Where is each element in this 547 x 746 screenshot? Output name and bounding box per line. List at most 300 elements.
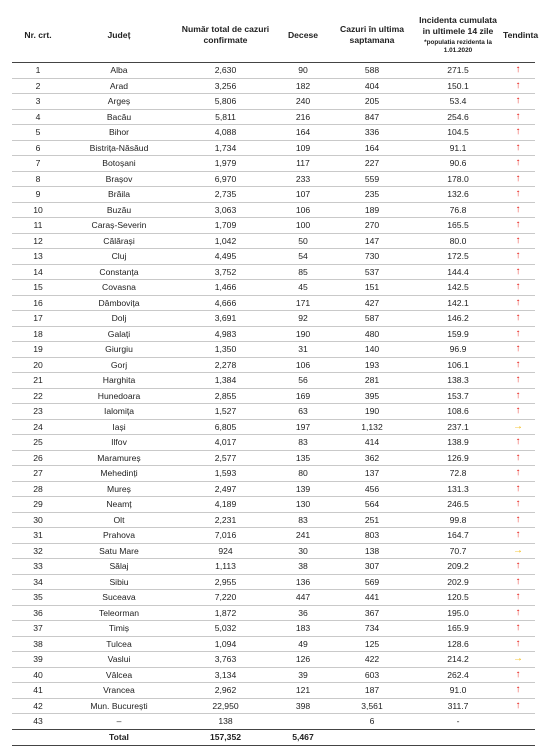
cell-judet: Neamț — [106, 499, 132, 509]
cell-incidence: 246.5 — [447, 499, 469, 509]
cell-last-week: 138 — [364, 545, 380, 556]
cell-confirmed: 6,805 — [214, 421, 237, 432]
cell-last-week: 187 — [364, 685, 380, 695]
cell-nr: 34 — [33, 576, 43, 587]
trend-right-arrow-icon: → — [513, 653, 523, 664]
trend-up-arrow-icon: ↑ — [515, 436, 521, 447]
cell-last-week: 404 — [364, 80, 380, 91]
cell-confirmed: 1,466 — [214, 282, 237, 292]
cell-deaths: 136 — [295, 576, 311, 587]
cell-confirmed: 1,734 — [214, 142, 237, 153]
cell-incidence: 53.4 — [449, 96, 467, 106]
cell-deaths: 54 — [298, 251, 308, 261]
cell-nr: 26 — [33, 452, 43, 463]
cell-judet: Olt — [113, 514, 125, 525]
cell-judet: Brașov — [105, 173, 133, 184]
trend-up-arrow-icon: ↑ — [515, 343, 521, 354]
cell-judet: Botoșani — [102, 158, 136, 168]
cell-judet: Tulcea — [106, 638, 132, 649]
cell-confirmed: 2,497 — [214, 483, 237, 494]
cell-judet: Vaslui — [107, 654, 131, 664]
table-row — [12, 218, 535, 234]
table-row — [12, 574, 535, 590]
table-row — [12, 295, 535, 311]
table-row — [12, 605, 535, 621]
cell-incidence: 120.5 — [447, 592, 469, 602]
cell-deaths: 80 — [298, 468, 308, 478]
cell-deaths: 183 — [295, 623, 311, 633]
table-row — [12, 94, 535, 110]
cell-incidence: 142.5 — [447, 282, 469, 292]
cell-confirmed: 3,763 — [214, 654, 237, 664]
cell-deaths: 49 — [298, 638, 308, 649]
cell-last-week: 6 — [369, 716, 375, 726]
trend-up-arrow-icon: ↑ — [515, 374, 521, 385]
trend-up-arrow-icon: ↑ — [515, 296, 521, 308]
trend-up-arrow-icon: ↑ — [515, 172, 521, 184]
cell-nr: 8 — [35, 173, 41, 184]
cell-incidence: 159.9 — [447, 328, 469, 339]
table-row — [12, 435, 535, 451]
table-row — [12, 342, 535, 358]
table-row — [12, 667, 535, 683]
cell-confirmed: 3,256 — [214, 80, 237, 91]
cell-nr: 30 — [33, 514, 43, 525]
cell-nr: 43 — [33, 716, 43, 726]
cell-confirmed: 22,950 — [212, 700, 239, 711]
table-row — [12, 714, 535, 730]
cell-deaths: 126 — [295, 654, 311, 664]
cell-nr: 17 — [33, 313, 43, 323]
cell-deaths: 121 — [295, 685, 311, 695]
total-confirmed: 157,352 — [209, 731, 242, 742]
cell-deaths: 164 — [295, 127, 311, 137]
cell-nr: 7 — [35, 158, 41, 168]
cell-deaths: 233 — [295, 173, 311, 184]
cell-last-week: 189 — [364, 204, 380, 215]
header-incidence-label: Incidenta cumulata in ultimele 14 zile — [419, 15, 497, 36]
cell-judet: Ilfov — [111, 437, 127, 447]
cell-nr: 35 — [33, 592, 43, 602]
cell-last-week: 147 — [364, 235, 380, 246]
cell-nr: 39 — [33, 654, 43, 664]
cell-deaths: 31 — [298, 344, 308, 354]
cell-deaths: 171 — [295, 297, 311, 308]
cell-nr: 11 — [33, 220, 43, 230]
trend-up-arrow-icon: ↑ — [515, 64, 521, 75]
trend-up-arrow-icon: ↑ — [515, 203, 521, 215]
cell-nr: 23 — [33, 406, 43, 416]
cell-deaths: 182 — [295, 80, 311, 91]
cell-last-week: 367 — [364, 607, 380, 618]
cell-nr: 14 — [33, 266, 43, 277]
cell-confirmed: 5,032 — [214, 623, 237, 633]
cell-confirmed: 4,088 — [214, 127, 237, 137]
table-row — [12, 249, 535, 265]
table-row — [12, 109, 535, 125]
cell-last-week: 456 — [364, 483, 380, 494]
cell-last-week: 164 — [364, 142, 380, 153]
cell-judet: Suceava — [102, 592, 136, 602]
cell-judet: Bacău — [106, 111, 132, 122]
cell-confirmed: 1,094 — [214, 638, 237, 649]
trend-up-arrow-icon: ↑ — [515, 281, 521, 292]
cell-incidence: 90.6 — [449, 158, 467, 168]
cell-confirmed: 2,955 — [214, 576, 237, 587]
cell-confirmed: 1,593 — [214, 468, 237, 478]
cell-incidence: 178.0 — [447, 173, 469, 184]
trend-up-arrow-icon: ↑ — [515, 157, 521, 168]
table-row — [12, 311, 535, 327]
trend-up-arrow-icon: ↑ — [515, 482, 521, 494]
cell-last-week: 422 — [364, 654, 380, 664]
cell-confirmed: 4,666 — [214, 297, 237, 308]
cell-incidence: 106.1 — [447, 359, 469, 370]
table-row — [12, 264, 535, 280]
trend-up-arrow-icon: ↑ — [515, 95, 521, 106]
cell-confirmed: 2,630 — [214, 65, 237, 75]
cell-judet: Brăila — [108, 189, 130, 199]
table-row — [12, 233, 535, 249]
cell-confirmed: 1,527 — [214, 406, 237, 416]
cell-incidence: 209.2 — [447, 561, 469, 571]
cell-incidence: 254.6 — [447, 111, 469, 122]
cell-incidence: 142.1 — [447, 297, 469, 308]
total-deaths: 5,467 — [292, 731, 314, 742]
cell-last-week: 564 — [364, 499, 380, 509]
cell-judet: Giurgiu — [105, 344, 133, 354]
cell-last-week: 803 — [364, 530, 380, 540]
cell-judet: Călărași — [103, 235, 135, 246]
cell-incidence: 172.5 — [447, 251, 469, 261]
cell-last-week: 569 — [364, 576, 380, 587]
cell-confirmed: 1,350 — [214, 344, 237, 354]
cell-deaths: 398 — [295, 700, 311, 711]
cell-incidence: 164.7 — [447, 530, 469, 540]
table-row — [12, 63, 535, 79]
cell-nr: 42 — [33, 700, 43, 711]
trend-up-arrow-icon: ↑ — [515, 188, 521, 199]
cell-confirmed: 3,063 — [214, 204, 237, 215]
cell-last-week: 734 — [364, 623, 380, 633]
header-trend: Tendinta — [503, 29, 539, 40]
table-row — [12, 202, 535, 218]
header-incidence-note: *populatia rezidenta la 1.01.2020 — [424, 39, 492, 54]
cell-last-week: 588 — [364, 65, 380, 75]
cell-judet: Timiș — [108, 623, 130, 633]
cell-judet: Dâmbovița — [98, 297, 140, 308]
cell-deaths: 50 — [298, 235, 308, 246]
cell-last-week: 235 — [364, 189, 380, 199]
cell-nr: 2 — [35, 80, 41, 91]
trend-up-arrow-icon: ↑ — [515, 126, 521, 137]
cell-deaths: 92 — [298, 313, 308, 323]
cell-incidence: 91.0 — [449, 685, 467, 695]
cell-confirmed: 2,577 — [214, 452, 237, 463]
cell-judet: Sibiu — [109, 576, 129, 587]
cell-deaths: 241 — [295, 530, 311, 540]
cell-deaths: 90 — [298, 65, 308, 75]
cell-confirmed: 1,042 — [214, 235, 237, 246]
cell-deaths: 56 — [298, 375, 308, 385]
trend-right-arrow-icon: → — [513, 544, 523, 556]
cell-judet: Maramureș — [97, 452, 141, 463]
cell-judet: Teleorman — [98, 607, 140, 618]
cell-last-week: 3,561 — [361, 700, 383, 711]
cell-deaths — [277, 714, 329, 730]
cell-incidence: 96.9 — [449, 344, 467, 354]
trend-up-arrow-icon: ↑ — [515, 575, 521, 587]
trend-up-arrow-icon: ↑ — [515, 606, 521, 618]
cell-judet: Vrancea — [103, 685, 135, 695]
table-row — [12, 140, 535, 156]
cell-nr: 41 — [33, 685, 43, 695]
cell-judet: Argeș — [107, 96, 131, 106]
cell-confirmed: 2,962 — [214, 685, 237, 695]
cell-nr: 27 — [33, 468, 43, 478]
total-spacer — [329, 729, 415, 745]
table-row — [12, 497, 535, 513]
cell-last-week: 537 — [364, 266, 380, 277]
cell-judet: Alba — [110, 65, 128, 75]
cell-nr: 32 — [33, 545, 43, 556]
cell-last-week: 190 — [364, 406, 380, 416]
cell-deaths: 36 — [298, 607, 308, 618]
cell-last-week: 307 — [364, 561, 380, 571]
cell-nr: 38 — [33, 638, 43, 649]
table-row — [12, 357, 535, 373]
cell-incidence: 126.9 — [447, 452, 469, 463]
cell-incidence: 144.4 — [447, 266, 469, 277]
table-row — [12, 512, 535, 528]
cell-nr: 1 — [35, 65, 41, 75]
cell-judet: Mehedinți — [100, 468, 138, 478]
trend-up-arrow-icon: ↑ — [515, 250, 521, 261]
cell-last-week: 205 — [364, 96, 380, 106]
cell-deaths: 39 — [298, 669, 308, 680]
cell-last-week: 559 — [364, 173, 380, 184]
trend-up-arrow-icon: ↑ — [515, 467, 521, 478]
cell-nr: 12 — [33, 235, 43, 246]
cell-judet: Caraș-Severin — [91, 220, 147, 230]
trend-up-arrow-icon: ↑ — [515, 389, 521, 401]
cell-deaths: 63 — [298, 406, 308, 416]
cell-judet: Mureș — [107, 483, 131, 494]
cell-judet: Vâlcea — [105, 669, 133, 680]
cell-judet: Harghita — [102, 375, 136, 385]
cell-confirmed: 4,189 — [214, 499, 237, 509]
cell-incidence: 311.7 — [447, 700, 469, 711]
trend-up-arrow-icon: ↑ — [515, 560, 521, 571]
cell-last-week: 140 — [364, 344, 380, 354]
cell-confirmed: 5,806 — [214, 96, 237, 106]
cell-last-week: 730 — [364, 251, 380, 261]
cell-nr: 3 — [35, 96, 41, 106]
cell-last-week: 336 — [364, 127, 380, 137]
cell-deaths: 83 — [298, 437, 308, 447]
cell-nr: 40 — [33, 669, 43, 680]
trend-up-arrow-icon: ↑ — [515, 684, 521, 695]
cell-confirmed: 2,735 — [214, 189, 237, 199]
cell-last-week: 427 — [364, 297, 380, 308]
cell-judet: Sălaj — [109, 561, 129, 571]
cell-nr: 25 — [33, 437, 43, 447]
trend-up-arrow-icon: ↑ — [515, 405, 521, 416]
cell-incidence: 153.7 — [447, 390, 469, 401]
cell-last-week: 151 — [364, 282, 380, 292]
cell-incidence: 165.5 — [447, 220, 469, 230]
cell-confirmed: 3,752 — [214, 266, 237, 277]
cell-last-week: 362 — [364, 452, 380, 463]
cell-nr: 20 — [33, 359, 43, 370]
cell-incidence: 132.6 — [447, 189, 469, 199]
cell-confirmed: 1,872 — [214, 607, 237, 618]
cell-last-week: 480 — [364, 328, 380, 339]
trend-up-arrow-icon: ↑ — [515, 358, 521, 370]
cell-judet: Prahova — [102, 530, 135, 540]
cell-nr: 22 — [33, 390, 43, 401]
cell-nr: 13 — [33, 251, 43, 261]
cell-judet: Bihor — [108, 127, 130, 137]
cell-confirmed: 138 — [218, 716, 233, 726]
cell-incidence: 195.0 — [447, 607, 469, 618]
header-last-week: Cazuri în ultima saptamana — [340, 24, 404, 45]
table-row — [12, 450, 535, 466]
cell-deaths: 38 — [298, 561, 308, 571]
header-nr: Nr. crt. — [24, 29, 52, 40]
cell-incidence: 80.0 — [449, 235, 467, 246]
trend-up-arrow-icon: ↑ — [515, 79, 521, 91]
cell-confirmed: 3,691 — [214, 313, 237, 323]
cell-nr: 6 — [35, 142, 41, 153]
cell-nr: 37 — [33, 623, 43, 633]
cell-nr: 28 — [33, 483, 43, 494]
trend-up-arrow-icon: ↑ — [515, 529, 521, 540]
cell-incidence: 150.1 — [447, 80, 469, 91]
cell-confirmed: 5,811 — [215, 111, 236, 122]
cell-nr: 36 — [33, 607, 43, 618]
trend-right-arrow-icon: → — [513, 420, 523, 432]
cell-judet: Mun. București — [90, 700, 148, 711]
header-judet: Județ — [107, 29, 131, 40]
cell-nr: 16 — [33, 297, 43, 308]
trend-up-arrow-icon: ↑ — [515, 513, 521, 525]
cell-deaths: 169 — [295, 390, 311, 401]
cell-nr: 15 — [33, 282, 43, 292]
table-row — [12, 559, 535, 575]
cell-judet: Constanța — [99, 266, 139, 277]
cell-last-week: 603 — [364, 669, 380, 680]
cell-deaths: 190 — [295, 328, 311, 339]
cell-judet: Buzău — [106, 204, 132, 215]
cell-deaths: 83 — [298, 514, 308, 525]
table-row — [12, 326, 535, 342]
cell-incidence: 91.1 — [449, 142, 467, 153]
cell-incidence: 262.4 — [447, 669, 469, 680]
cell-last-week: 137 — [364, 468, 380, 478]
total-spacer — [501, 729, 535, 745]
trend-up-arrow-icon: ↑ — [515, 219, 521, 230]
cell-incidence: 165.9 — [447, 623, 469, 633]
cell-last-week: 227 — [364, 158, 380, 168]
table-row — [12, 156, 535, 172]
total-spacer — [12, 729, 64, 745]
table-row — [12, 419, 535, 435]
cell-confirmed: 1,979 — [214, 158, 237, 168]
cell-deaths: 139 — [295, 483, 311, 494]
table-row — [12, 481, 535, 497]
header-incidence — [415, 8, 501, 63]
cell-nr: 33 — [33, 561, 43, 571]
cell-incidence: 271.5 — [447, 65, 469, 75]
total-row — [12, 729, 535, 745]
cell-last-week: 270 — [364, 220, 380, 230]
table-row — [12, 78, 535, 94]
cell-judet: Ialomița — [103, 406, 135, 416]
cell-judet: Iași — [112, 421, 126, 432]
trend-up-arrow-icon: ↑ — [515, 451, 521, 463]
cell-deaths: 130 — [295, 499, 311, 509]
table-row — [12, 388, 535, 404]
table-row — [12, 171, 535, 187]
cell-incidence: 214.2 — [447, 654, 469, 664]
cell-deaths: 135 — [295, 452, 311, 463]
cell-last-week: 414 — [364, 437, 380, 447]
cell-nr: 5 — [35, 127, 41, 137]
cell-confirmed: 3,134 — [214, 669, 237, 680]
cell-nr: 4 — [35, 111, 41, 122]
cell-nr: 19 — [33, 344, 43, 354]
trend-up-arrow-icon: ↑ — [515, 265, 521, 277]
cell-incidence: 202.9 — [447, 576, 469, 587]
cell-last-week: 395 — [364, 390, 380, 401]
table-row — [12, 683, 535, 699]
cell-confirmed: 2,855 — [214, 390, 237, 401]
cell-incidence: 138.9 — [447, 437, 469, 447]
cell-confirmed: 4,495 — [214, 251, 237, 261]
cell-nr: 21 — [33, 375, 43, 385]
cell-last-week: 125 — [364, 638, 380, 649]
total-spacer — [415, 729, 501, 745]
table-row — [12, 621, 535, 637]
cell-judet: – — [116, 716, 122, 726]
cell-judet: Arad — [109, 80, 129, 91]
trend-up-arrow-icon: ↑ — [515, 622, 521, 633]
table-row — [12, 652, 535, 668]
table-body — [12, 63, 535, 746]
trend-up-arrow-icon: ↑ — [515, 234, 521, 246]
cell-nr: 31 — [33, 530, 43, 540]
table-row — [12, 590, 535, 606]
cell-confirmed: 2,231 — [214, 514, 237, 525]
cell-incidence: - — [456, 716, 460, 726]
header-deaths: Decese — [287, 29, 319, 40]
cell-deaths: 106 — [295, 204, 311, 215]
cell-last-week: 1,132 — [361, 421, 383, 432]
cell-incidence: 128.6 — [447, 638, 469, 649]
cell-judet: Cluj — [111, 251, 127, 261]
cell-judet: Satu Mare — [99, 545, 139, 556]
cell-incidence: 131.3 — [447, 483, 469, 494]
table-row — [12, 698, 535, 714]
cell-last-week: 281 — [364, 375, 380, 385]
table-row — [12, 280, 535, 296]
cell-last-week: 847 — [364, 111, 380, 122]
cell-deaths: 106 — [295, 359, 311, 370]
cell-deaths: 240 — [295, 96, 311, 106]
cell-deaths: 107 — [295, 189, 311, 199]
cell-judet: Hunedoara — [97, 390, 141, 401]
